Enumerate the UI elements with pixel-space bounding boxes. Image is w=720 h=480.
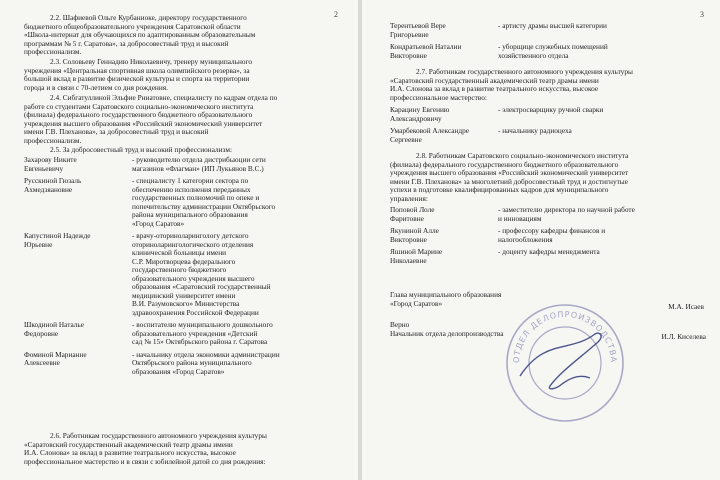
recipient-name: Русскиной Гюзаль Ахмедзяановне <box>24 176 82 194</box>
recipient-name: Захарову Никите Евгеньевичу <box>24 155 77 173</box>
table-row <box>390 39 708 60</box>
page-number: 2 <box>334 10 338 19</box>
paragraph-2-6 <box>24 432 348 466</box>
table-row <box>390 106 708 123</box>
paragraph-2-7 <box>390 68 708 102</box>
paragraph-2-4 <box>24 94 348 145</box>
table-row <box>390 22 708 39</box>
recipient-position: - начальнику радиоцеха <box>498 126 572 135</box>
document-page-right <box>362 0 720 480</box>
recipient-name: Якуниной Алле Викторовне <box>390 226 439 244</box>
dept-title: Начальник отдела делопроизводства <box>390 328 504 338</box>
recipient-position: - уборщице служебных помещений хозяйственного отдела <box>498 42 608 60</box>
recipient-position: - доценту кафедры менеджмента <box>498 247 600 256</box>
seal-text: ОТДЕЛ ДЕЛОПРОИЗВОДСТВА <box>511 309 619 364</box>
table-row <box>390 206 708 223</box>
head-name: М.А. Исаев <box>668 302 704 311</box>
recipients-table-2-7 <box>390 106 708 144</box>
recipient-name: Терентьевой Вере Григорьевне <box>390 21 446 39</box>
recipient-position: - руководителю отдела дистрибьюции сети магазинов «Флагман» (ИП Лукьянов В.С.) <box>132 155 266 173</box>
table-row <box>390 244 708 265</box>
table-row <box>390 123 708 144</box>
paragraph-text: 2.2. Шафиевой Ольге Курбаниоке, директору государственного бюджетного общеобразовательного учреждения Саратовской области «Школа-интернат для обучающихся по адаптированным образовательным программам № 5 г. Саратова», за добросовестный труд и высокий профессионализм. <box>24 13 256 56</box>
paragraph-text: 2.8. Работникам Саратовского социально-экономического института (филиала) федерального государственного бюджетного образовательного учреждения высшего образования «Российский экономический университет имени Г.В. Плеханова» за многолетний добросовестный труд и достигнутые успехи в подготовке квалифицированных кадров для муниципального управления: <box>390 151 629 203</box>
recipient-position: - профессору кафедры финансов и налогообложения <box>498 226 606 244</box>
dept-name: И.Л. Киселева <box>661 332 706 341</box>
document-page-left <box>0 0 358 480</box>
signature-scribble <box>520 333 601 389</box>
head-signature-block <box>390 291 501 308</box>
recipient-position: - начальнику отдела экономики администрации Октябрьского района муниципального образования «Город Саратов» <box>132 349 280 376</box>
table-row <box>24 347 348 377</box>
recipient-position: - воспитателю муниципального дошкольного образовательного учреждения «Детский сад № 15» Октябрьского района г. Саратова <box>132 320 273 346</box>
recipient-name: Шкодиной Наталье Федоровне <box>24 320 84 338</box>
paragraph-text: 2.3. Соловьеву Геннадию Николаевичу, тренеру муниципального учреждения «Центральная спортивная школа олимпийского резерва», за большой вклад в развитие физической культуры и спорта на территории города и в связи с 70-летием со дня рождения. <box>24 57 253 92</box>
paragraph-2-2 <box>24 14 348 57</box>
recipients-table-2-8 <box>390 206 708 265</box>
paragraph-text: 2.6. Работникам государственного автономного учреждения культуры «Саратовский государственный академический театр драмы имени И.А. Слонова» за вклад в развитие театрального искусства, высокое профессиональное мастерство и в связи с юбилейной датой со дня рождения: <box>24 431 267 466</box>
recipient-position: - врачу-оториноларингологу детского оториноларингологического отделения клинической больницы имени С.Р. Миротворцева федерального государственного бюджетного образовательного учреждения высшего образования «Саратовский государственный медицинский университет имени В.И. Разумовского» Министерства здравоохранения Российской Федерации <box>132 231 271 317</box>
page-number: 3 <box>700 10 704 19</box>
official-seal-stamp <box>500 298 630 428</box>
recipient-name: Умарбековой Александре Сергеевне <box>390 126 470 144</box>
recipient-name: Капустиной Надежде Юрьевне <box>24 231 91 249</box>
recipient-position: - специалисту 1 категории сектора по обеспечению исполнения переданных государственных полномочий по опеке и попечительству администрации Октябрьского района муниципального образования «Город Саратов» <box>132 176 276 228</box>
recipient-name: Карацину Евгению Александровичу <box>390 105 450 123</box>
recipient-name: Яшиной Марине Николаевне <box>390 247 443 265</box>
recipients-table-2-5 <box>24 156 348 376</box>
table-row <box>390 223 708 244</box>
recipient-name: Кондратьевой Наталии Викторовне <box>390 42 462 60</box>
recipients-table-2-6-continued <box>390 22 708 60</box>
recipient-position: - артисту драмы высшей категории <box>498 21 607 30</box>
head-title: Глава муниципального образования «Город Саратов» <box>390 290 502 308</box>
paragraph-text: 2.5. За добросовестный труд и высокий профессионализм: <box>50 145 232 154</box>
recipient-position: - электросварщику ручной сварки <box>498 105 604 114</box>
paragraph-2-8 <box>390 152 708 203</box>
recipient-name: Фоминой Марианне Алексеевне <box>24 349 87 367</box>
recipient-position: - заместителю директора по научной работе и инновациям <box>498 205 635 223</box>
verno-block <box>390 321 503 338</box>
table-row <box>24 317 348 347</box>
table-row <box>24 228 348 317</box>
paragraph-text: 2.4. Сибгатуллиной Эльфие Рниатовне, специалисту по кадрам отдела по работе со студентами Саратовского социально-экономического института (филиала) федерального государственного бюджетного образовательного учреждения высшего образования «Российский экономический университет имени Г.В. Плеханова», за добросовестный труд и высокий профессионализм. <box>24 93 278 145</box>
paragraph-2-3 <box>24 58 348 92</box>
verno-label: Верно <box>390 320 410 329</box>
recipient-name: Поповой Лоле Фаритовне <box>390 205 435 223</box>
table-row <box>24 156 348 173</box>
table-row <box>24 173 348 228</box>
paragraph-2-5 <box>24 146 348 155</box>
paragraph-text: 2.7. Работникам государственного автономного учреждения культуры «Саратовский государственный академический театр драмы имени И.А. Слонова за вклад в развитие театрального искусства, высокое профессиональное мастерство: <box>390 67 633 102</box>
